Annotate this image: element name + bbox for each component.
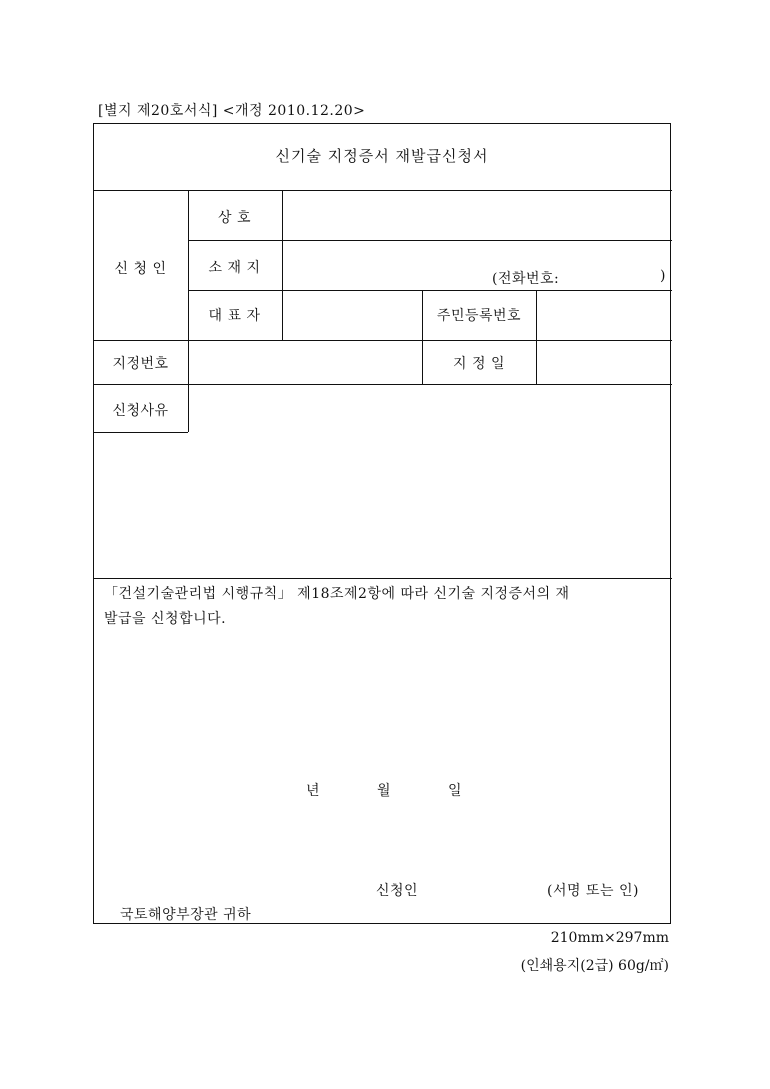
paper-spec: (인쇄용지(2급) 60g/㎡) (520, 958, 669, 974)
form-number: [별지 제20호서식] <개정 2010.12.20> (98, 103, 366, 119)
addressee: 국토해양부장관 귀하 (120, 907, 252, 923)
divider (94, 340, 672, 341)
phone-close: ) (660, 268, 666, 284)
reason-textarea[interactable] (198, 392, 663, 572)
trade-name-input[interactable] (292, 207, 662, 231)
designation-date-label: 지 정 일 (453, 356, 505, 372)
designation-number-label: 지정번호 (112, 356, 169, 372)
date-month-label: 월 (377, 783, 392, 799)
divider (282, 190, 283, 340)
resident-number-input[interactable] (544, 300, 666, 328)
representative-input[interactable] (292, 300, 417, 328)
divider (188, 290, 672, 291)
signer-label: 신청인 (376, 883, 419, 899)
divider (188, 240, 672, 241)
designation-date-input[interactable] (544, 348, 666, 376)
trade-name-label: 상 호 (218, 210, 251, 226)
statement-line-1: 「건설기술관리법 시행규칙」 제18조제2항에 따라 신기술 지정증서의 재 (104, 586, 570, 602)
location-label: 소 재 지 (208, 260, 261, 276)
date-day-label: 일 (448, 783, 463, 799)
resident-number-label: 주민등록번호 (436, 308, 522, 324)
divider (94, 578, 672, 579)
designation-number-input[interactable] (198, 348, 413, 376)
location-input[interactable] (292, 252, 662, 272)
date-year-label: 년 (306, 783, 321, 799)
phone-label: (전화번호: (492, 271, 560, 287)
divider (94, 432, 188, 433)
divider (94, 384, 672, 385)
divider (536, 290, 537, 384)
applicant-label: 신 청 인 (114, 261, 167, 277)
divider (94, 190, 672, 191)
signature-note: (서명 또는 인) (547, 883, 639, 899)
representative-label: 대 표 자 (208, 308, 261, 324)
paper-size: 210mm×297mm (550, 930, 669, 946)
reason-label: 신청사유 (112, 403, 169, 419)
statement-line-2: 발급을 신청합니다. (104, 611, 227, 627)
form-title: 신기술 지정증서 재발급신청서 (275, 147, 489, 165)
